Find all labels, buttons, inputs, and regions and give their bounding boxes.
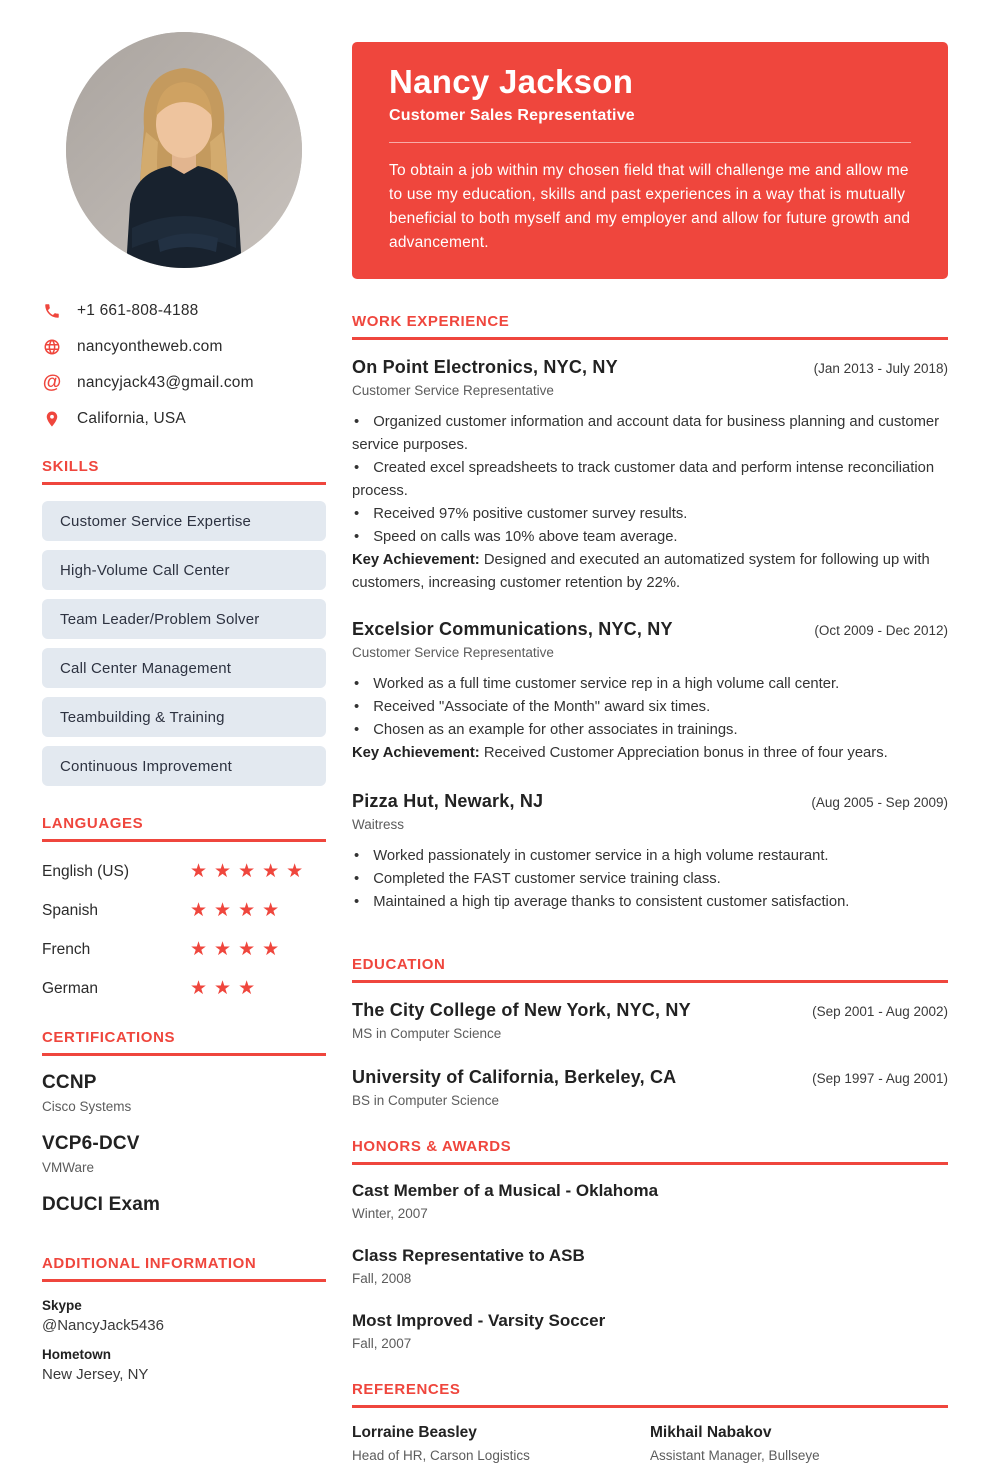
certification-org: VMWare (42, 1160, 95, 1175)
job-bullet: • Speed on calls was 10% above team average. (352, 526, 948, 549)
certification-item (42, 1072, 326, 1114)
reference-name: Lorraine Beasley (352, 1424, 477, 1441)
education-entry (352, 1067, 948, 1108)
language-row (42, 899, 326, 922)
skills-section (42, 458, 326, 786)
language-row (42, 977, 326, 1000)
certification-org: Cisco Systems (42, 1099, 132, 1114)
contact-phone (42, 300, 326, 321)
section-rule (42, 839, 326, 842)
honors-section (352, 1138, 948, 1351)
work-experience-section (352, 313, 948, 914)
header-divider (389, 142, 911, 143)
sidebar (42, 30, 326, 1396)
job-bullet: • Organized customer information and account data for business planning and customer service purposes. (352, 411, 948, 457)
languages-title: LANGUAGES (42, 815, 144, 832)
candidate-title: Customer Sales Representative (389, 107, 635, 124)
key-achievement (352, 549, 948, 595)
education-title: EDUCATION (352, 956, 446, 973)
job-bullet: • Worked passionately in customer service in a high volume restaurant. (352, 845, 948, 868)
reference-name: Mikhail Nabakov (650, 1424, 772, 1441)
school-name: The City College of New York, NYC, NY (352, 1000, 691, 1020)
at-icon: @ (42, 372, 62, 393)
location-text: California, USA (77, 409, 186, 427)
key-achievement-label: Key Achievement: (352, 552, 480, 568)
job-role: Customer Service Representative (352, 383, 554, 398)
education-dates: (Sep 2001 - Aug 2002) (812, 1004, 948, 1019)
reference-entry (352, 1424, 650, 1463)
header-banner (352, 42, 948, 279)
job-role: Waitress (352, 817, 405, 832)
honor-entry (352, 1246, 948, 1286)
company-name: On Point Electronics, NYC, NY (352, 357, 618, 377)
info-label: Hometown (42, 1347, 111, 1362)
job-bullet: • Chosen as an example for other associates in trainings. (352, 719, 948, 742)
honor-name: Class Representative to ASB (352, 1246, 585, 1265)
language-row (42, 938, 326, 961)
main-column (352, 42, 948, 1463)
honor-name: Most Improved - Varsity Soccer (352, 1311, 606, 1330)
email-address: nancyjack43@gmail.com (77, 373, 254, 391)
honor-entry (352, 1181, 948, 1221)
education-dates: (Sep 1997 - Aug 2001) (812, 1071, 948, 1086)
contact-email (42, 372, 326, 393)
skill-pill: High-Volume Call Center (42, 550, 326, 590)
job-dates: (Aug 2005 - Sep 2009) (811, 795, 948, 810)
honor-date: Fall, 2008 (352, 1271, 412, 1286)
section-rule (352, 980, 948, 983)
career-objective: To obtain a job within my chosen field that will challenge me and allow me to use my education, skills and past experiences in a way that is mutually beneficial to both myself and my employer and allow for future growth and advancement. (389, 162, 911, 251)
school-name: University of California, Berkeley, CA (352, 1067, 677, 1087)
key-achievement-text: Designed and executed an automatized system for following up with customers, increasing customer retention by 22%. (352, 552, 930, 591)
key-achievement (352, 742, 948, 765)
additional-info-list (42, 1298, 326, 1383)
languages-section (42, 815, 326, 1000)
references-section (352, 1381, 948, 1463)
certification-item (42, 1194, 326, 1226)
language-name: Spanish (42, 901, 99, 919)
degree: BS in Computer Science (352, 1093, 500, 1108)
language-row (42, 860, 326, 883)
honor-entry (352, 1311, 948, 1351)
additional-info-title: ADDITIONAL INFORMATION (42, 1255, 257, 1272)
job-bullet: • Created excel spreadsheets to track customer data and perform intense reconciliation process. (352, 457, 948, 503)
job-entry (352, 791, 948, 914)
skills-title: SKILLS (42, 458, 99, 475)
location-pin-icon (42, 409, 62, 429)
phone-icon (42, 301, 62, 321)
languages-list (42, 860, 326, 1000)
certifications-list (42, 1072, 326, 1226)
phone-number: +1 661-808-4188 (77, 301, 199, 319)
reference-entry (650, 1424, 948, 1463)
key-achievement-label: Key Achievement: (352, 745, 480, 761)
skill-pill: Call Center Management (42, 648, 326, 688)
candidate-name: Nancy Jackson (389, 63, 634, 100)
section-rule (42, 1053, 326, 1056)
job-bullet: • Maintained a high tip average thanks to consistent customer satisfaction. (352, 891, 948, 914)
section-rule (352, 1162, 948, 1165)
honor-name: Cast Member of a Musical - Oklahoma (352, 1181, 659, 1200)
contact-website (42, 336, 326, 357)
honor-date: Winter, 2007 (352, 1206, 428, 1221)
education-section (352, 956, 948, 1108)
skill-pill: Teambuilding & Training (42, 697, 326, 737)
company-name: Excelsior Communications, NYC, NY (352, 619, 673, 639)
skill-pill: Customer Service Expertise (42, 501, 326, 541)
job-role: Customer Service Representative (352, 645, 554, 660)
job-bullet: • Worked as a full time customer service rep in a high volume call center. (352, 673, 948, 696)
references-title: REFERENCES (352, 1381, 461, 1398)
language-name: German (42, 979, 98, 997)
certifications-title: CERTIFICATIONS (42, 1029, 176, 1046)
language-name: English (US) (42, 862, 129, 880)
section-rule (352, 337, 948, 340)
job-dates: (Oct 2009 - Dec 2012) (814, 623, 948, 638)
skills-list (42, 501, 326, 786)
section-rule (42, 1279, 326, 1282)
honor-date: Fall, 2007 (352, 1336, 412, 1351)
certification-name: CCNP (42, 1072, 97, 1093)
info-label: Skype (42, 1298, 82, 1313)
job-dates: (Jan 2013 - July 2018) (813, 361, 948, 376)
job-bullet: • Received "Associate of the Month" award six times. (352, 696, 948, 719)
job-bullet: • Completed the FAST customer service training class. (352, 868, 948, 891)
skill-pill: Continuous Improvement (42, 746, 326, 786)
star-rating: ★★★ (190, 978, 263, 999)
job-entry (352, 619, 948, 765)
avatar (66, 32, 302, 268)
additional-info-section (42, 1255, 326, 1383)
profile-photo (66, 32, 302, 268)
additional-info-item (42, 1347, 326, 1383)
certification-name: VCP6-DCV (42, 1133, 140, 1154)
reference-role: Head of HR, Carson Logistics (352, 1448, 530, 1463)
references-list (352, 1424, 948, 1463)
degree: MS in Computer Science (352, 1026, 502, 1041)
language-name: French (42, 940, 91, 958)
education-entry (352, 1000, 948, 1041)
info-value: @NancyJack5436 (42, 1317, 164, 1334)
job-entry (352, 357, 948, 595)
info-value: New Jersey, NY (42, 1366, 149, 1383)
section-rule (42, 482, 326, 485)
certification-name: DCUCI Exam (42, 1194, 161, 1215)
certification-org (42, 1221, 326, 1226)
certifications-section (42, 1029, 326, 1226)
section-rule (352, 1405, 948, 1408)
star-rating: ★★★★ (190, 900, 287, 921)
star-rating: ★★★★ (190, 939, 287, 960)
job-bullet: • Received 97% positive customer survey results. (352, 503, 948, 526)
reference-role: Assistant Manager, Bullseye (650, 1448, 820, 1463)
honors-title: HONORS & AWARDS (352, 1138, 512, 1155)
work-experience-title: WORK EXPERIENCE (352, 313, 510, 330)
star-rating: ★★★★★ (190, 861, 311, 882)
key-achievement-text: Received Customer Appreciation bonus in three of four years. (483, 745, 888, 761)
contact-location (42, 408, 326, 429)
globe-icon (42, 337, 62, 357)
skill-pill: Team Leader/Problem Solver (42, 599, 326, 639)
contact-list (42, 300, 326, 429)
company-name: Pizza Hut, Newark, NJ (352, 791, 544, 811)
certification-item (42, 1133, 326, 1175)
additional-info-item (42, 1298, 326, 1334)
website-url: nancyontheweb.com (77, 337, 223, 355)
